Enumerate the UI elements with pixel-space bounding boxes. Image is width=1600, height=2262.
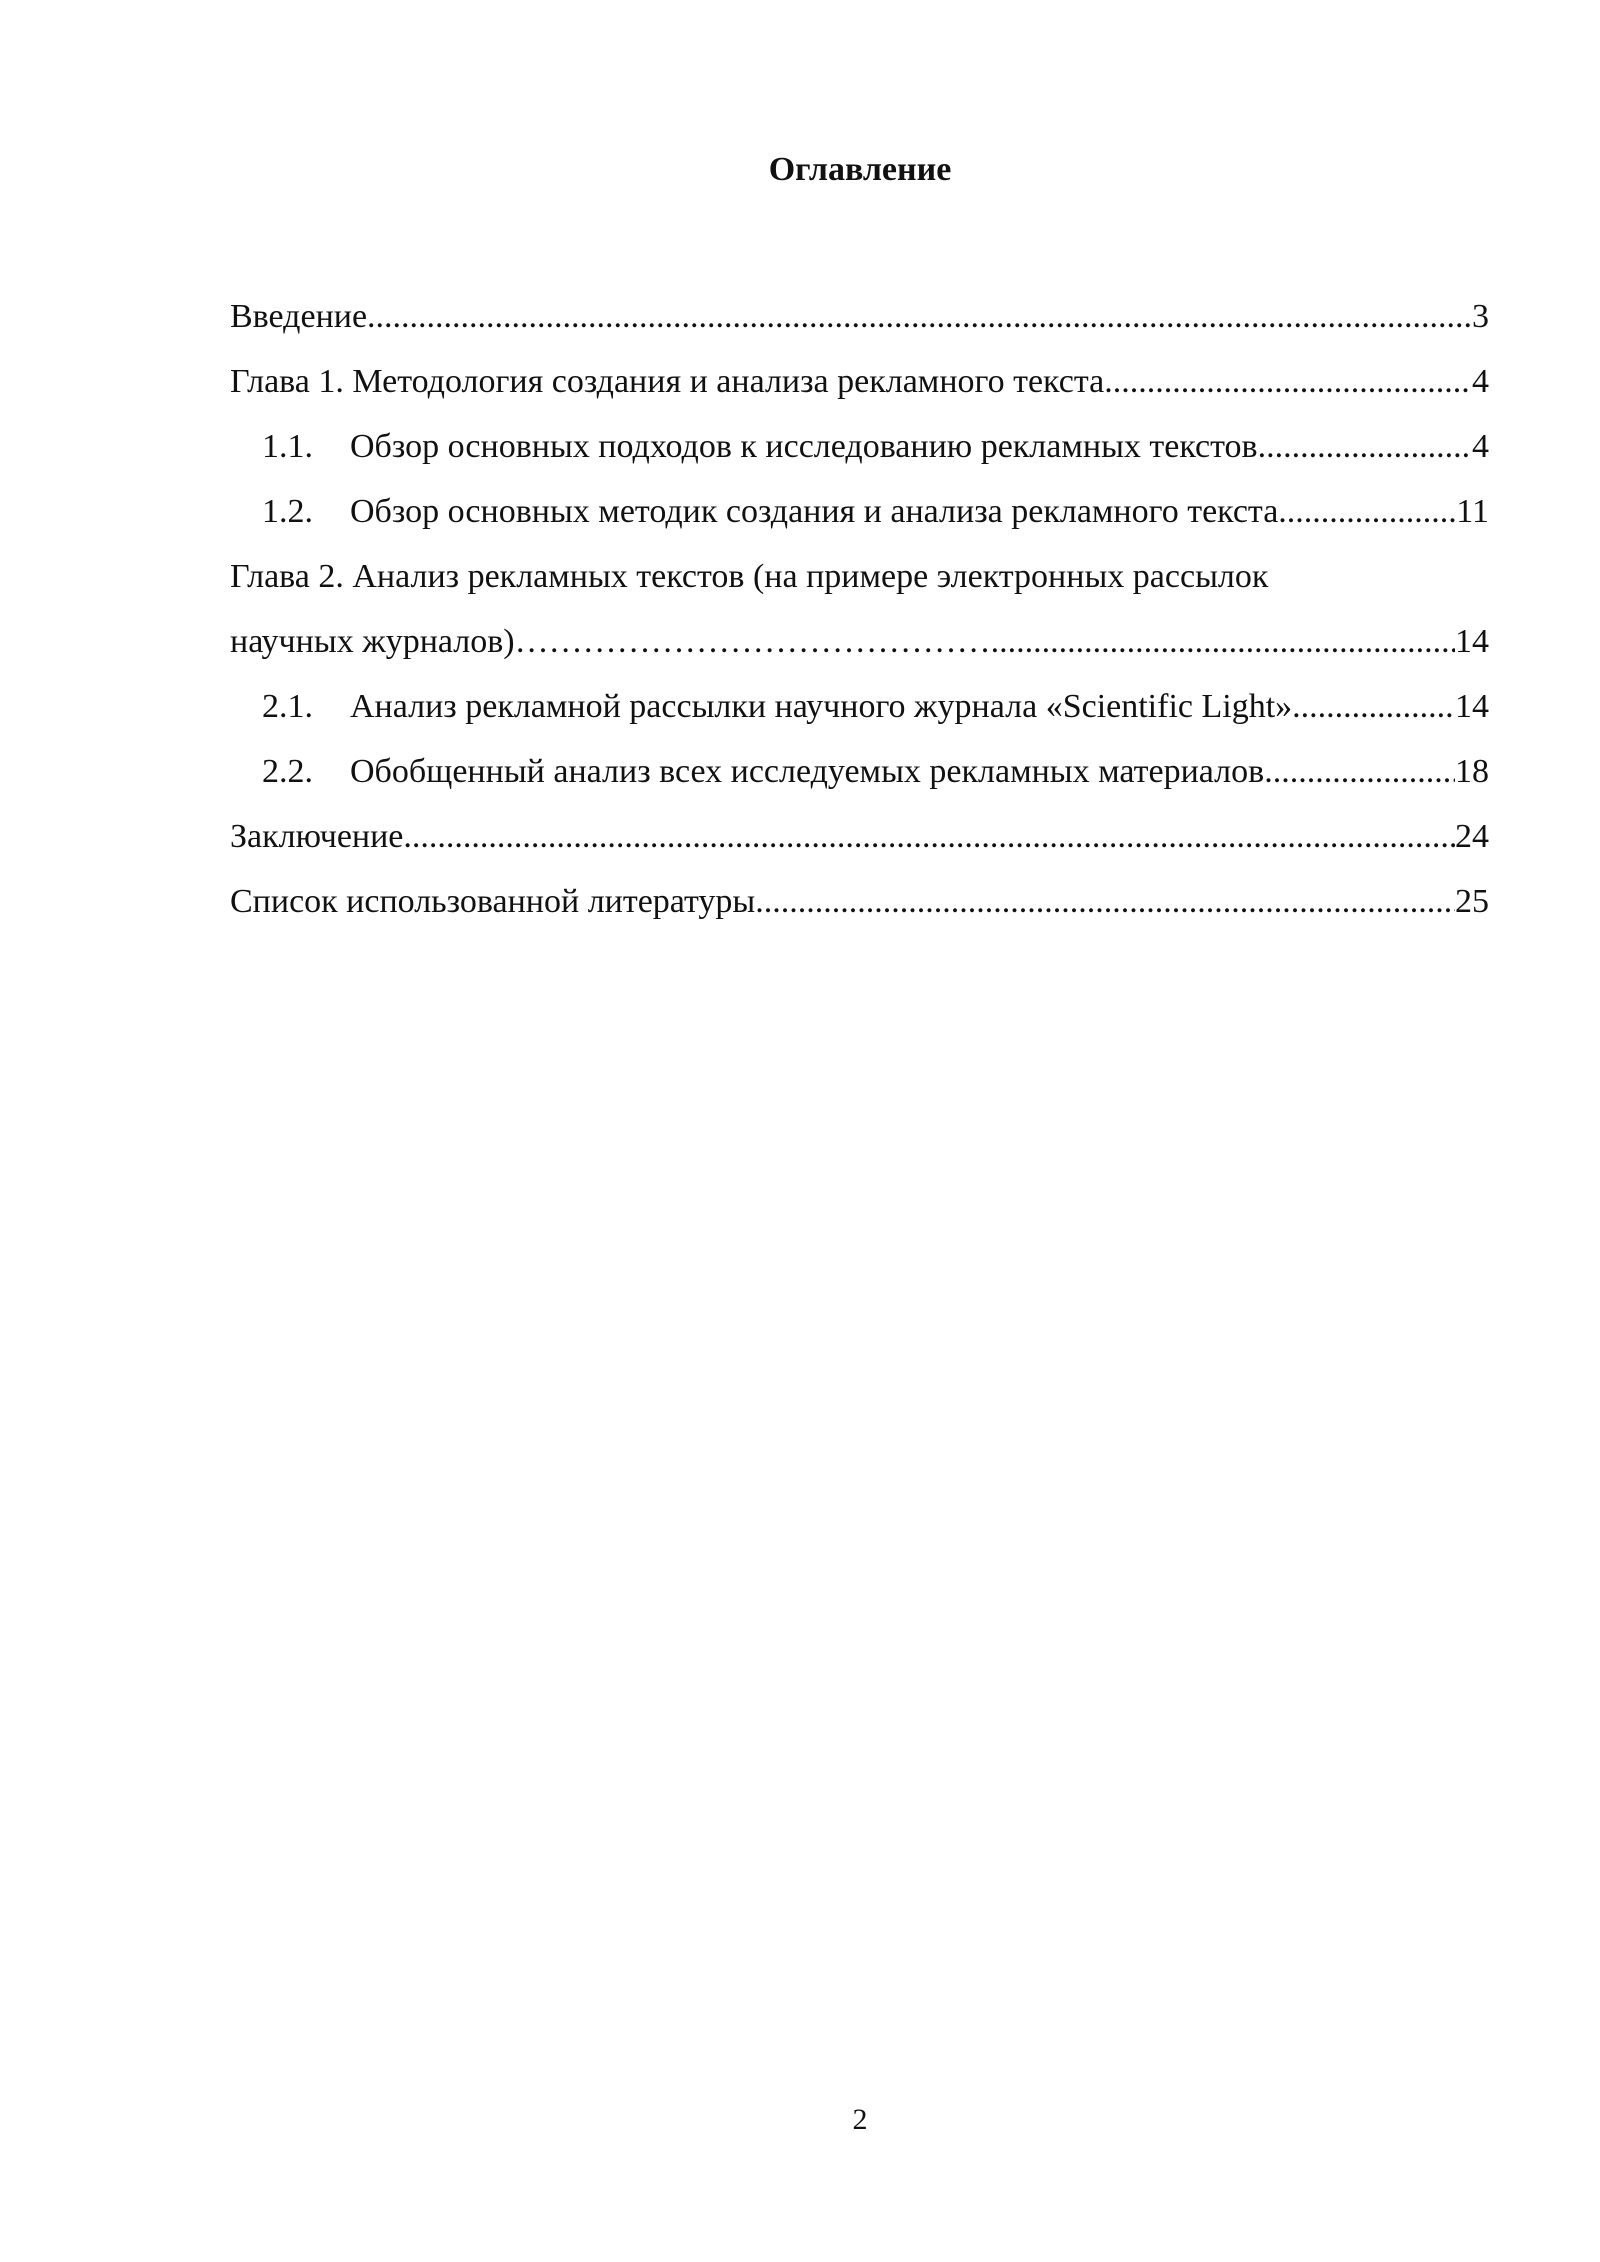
- toc-entry-chapter-2-line1[interactable]: [230, 544, 1489, 609]
- dot-leader: [1104, 349, 1472, 414]
- toc-entry-label: научных журналов)……………………………………: [230, 623, 991, 660]
- toc-entry-label: Обзор основных подходов к исследованию рекламных текстов: [350, 428, 1258, 465]
- toc-entry-page: 25: [1455, 883, 1489, 920]
- toc-entry-conclusion[interactable]: [230, 804, 1489, 869]
- table-of-contents: [230, 284, 1489, 934]
- page-number: 2: [852, 2103, 868, 2136]
- toc-entry-number: 1.1.: [262, 428, 313, 465]
- toc-entry-introduction[interactable]: [230, 284, 1489, 349]
- toc-entry-section-1-2[interactable]: [230, 479, 1489, 544]
- toc-entry-label: Глава 1. Методология создания и анализа рекламного текста: [230, 363, 1105, 400]
- toc-entry-label: Глава 2. Анализ рекламных текстов (на примере электронных рассылок: [230, 558, 1269, 595]
- toc-entry-page: 4: [1472, 363, 1489, 400]
- toc-entry-page: 3: [1472, 298, 1489, 335]
- dot-leader: [1258, 414, 1472, 479]
- toc-entry-label: Заключение: [230, 818, 404, 855]
- dot-leader: [1264, 739, 1455, 804]
- toc-entry-section-1-1[interactable]: [230, 414, 1489, 479]
- toc-entry-page: 14: [1455, 623, 1489, 660]
- toc-entry-page: 14: [1455, 688, 1489, 725]
- toc-entry-number: 2.2.: [262, 753, 313, 790]
- dot-leader: [1301, 674, 1455, 739]
- toc-entry-number: 1.2.: [262, 493, 313, 530]
- toc-entry-references[interactable]: [230, 869, 1489, 934]
- toc-entry-page: 18: [1455, 753, 1489, 790]
- toc-entry-section-2-2[interactable]: [230, 739, 1489, 804]
- toc-entry-label: Обзор основных методик создания и анализа рекламного текста: [350, 493, 1279, 530]
- toc-entry-label: Список использованной литературы: [230, 883, 756, 920]
- page-title: Оглавление: [768, 151, 952, 188]
- toc-entry-page: 11: [1456, 493, 1489, 530]
- toc-entry-number: 2.1.: [262, 688, 313, 725]
- toc-entry-label: Введение: [230, 298, 368, 335]
- toc-entry-page: 24: [1455, 818, 1489, 855]
- dot-leader: [367, 284, 1472, 349]
- toc-entry-label: Анализ рекламной рассылки научного журнала «Scientific Light».: [350, 688, 1301, 725]
- dot-leader: [991, 609, 1455, 674]
- toc-entry-chapter-2-line2[interactable]: [230, 609, 1489, 674]
- toc-entry-page: 4: [1472, 428, 1489, 465]
- toc-entry-chapter-1[interactable]: [230, 349, 1489, 414]
- dot-leader: [403, 804, 1455, 869]
- dot-leader: [1278, 479, 1456, 544]
- dot-leader: [755, 869, 1455, 934]
- toc-entry-section-2-1[interactable]: [230, 674, 1489, 739]
- toc-entry-label: Обобщенный анализ всех исследуемых рекламных материалов: [350, 753, 1265, 790]
